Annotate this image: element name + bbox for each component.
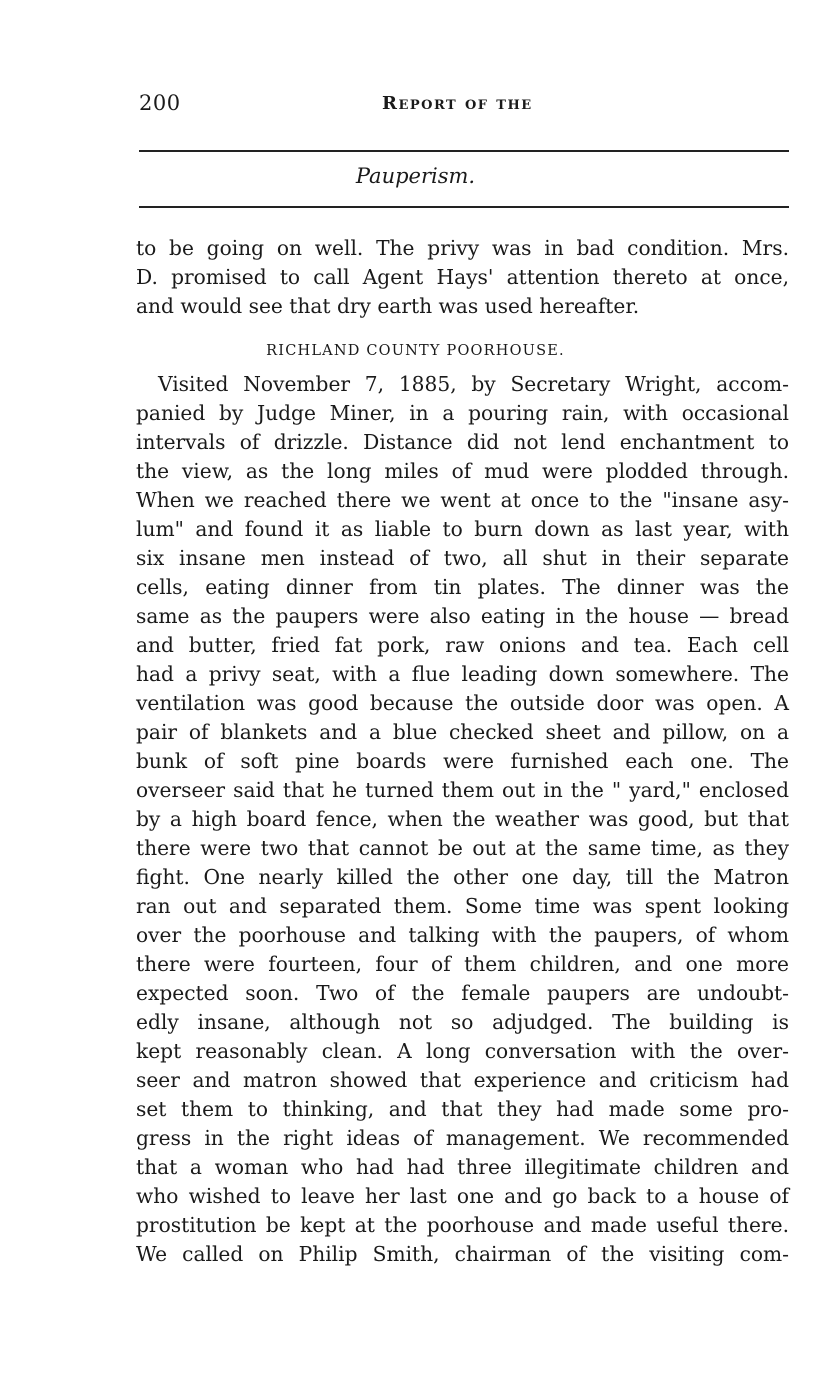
text-line: and would see that dry earth was used hereafter. (136, 294, 640, 318)
text-line: ventilation was good because the outside door was open. A (136, 691, 789, 715)
page-number: 200 (139, 91, 181, 115)
text-line: panied by Judge Miner, in a pouring rain, with occasional (136, 401, 789, 425)
text-line: and butter, fried fat pork, raw onions and tea. Each cell (136, 633, 789, 657)
running-head: Report of the (382, 93, 533, 114)
text-line: D. promised to call Agent Hays' attention thereto at once, (136, 265, 789, 289)
text-line: that a woman who had had three illegitimate children and (136, 1155, 789, 1179)
body-paragraph (136, 370, 789, 1269)
header-rule-top (139, 150, 789, 152)
text-line: by a high board fence, when the weather was good, but that (136, 807, 789, 831)
header-rule-bottom (139, 206, 789, 208)
text-line: there were fourteen, four of them children, and one more (136, 952, 789, 976)
subheading: RICHLAND COUNTY POORHOUSE. (266, 343, 565, 359)
text-line: intervals of drizzle. Distance did not lend enchantment to (136, 430, 789, 454)
text-line: fight. One nearly killed the other one day, till the Matron (136, 865, 789, 889)
continuation-paragraph (136, 234, 789, 321)
text-line: prostitution be kept at the poorhouse and made useful there. (136, 1213, 789, 1237)
text-line: We called on Philip Smith, chairman of the visiting com- (136, 1242, 789, 1266)
text-line: expected soon. Two of the female paupers are undoubt- (136, 981, 789, 1005)
text-line: pair of blankets and a blue checked sheet and pillow, on a (136, 720, 789, 744)
text-line: the view, as the long miles of mud were plodded through. (136, 459, 789, 483)
text-line: who wished to leave her last one and go back to a house of (136, 1184, 789, 1208)
text-line: When we reached there we went at once to the "insane asy- (136, 488, 789, 512)
text-line: there were two that cannot be out at the same time, as they (136, 836, 789, 860)
section-title: Pauperism. (355, 164, 476, 188)
text-line: cells, eating dinner from tin plates. The dinner was the (136, 575, 789, 599)
text-line: had a privy seat, with a flue leading down somewhere. The (136, 662, 789, 686)
text-line: edly insane, although not so adjudged. The building is (136, 1010, 789, 1034)
text-line: lum" and found it as liable to burn down as last year, with (136, 517, 789, 541)
text-line: overseer said that he turned them out in the " yard," enclosed (136, 778, 789, 802)
text-line: Visited November 7, 1885, by Secretary Wright, accom- (158, 372, 789, 396)
text-line: bunk of soft pine boards were furnished each one. The (136, 749, 789, 773)
text-line: same as the paupers were also eating in the house — bread (136, 604, 789, 628)
text-line: ran out and separated them. Some time was spent looking (136, 894, 789, 918)
text-line: kept reasonably clean. A long conversation with the over- (136, 1039, 789, 1063)
text-line: six insane men instead of two, all shut in their separate (136, 546, 789, 570)
text-line: gress in the right ideas of management. We recommended (136, 1126, 789, 1150)
text-line: over the poorhouse and talking with the paupers, of whom (136, 923, 789, 947)
text-line: set them to thinking, and that they had made some pro- (136, 1097, 789, 1121)
text-line: to be going on well. The privy was in bad condition. Mrs. (136, 236, 789, 260)
text-line: seer and matron showed that experience and criticism had (136, 1068, 789, 1092)
